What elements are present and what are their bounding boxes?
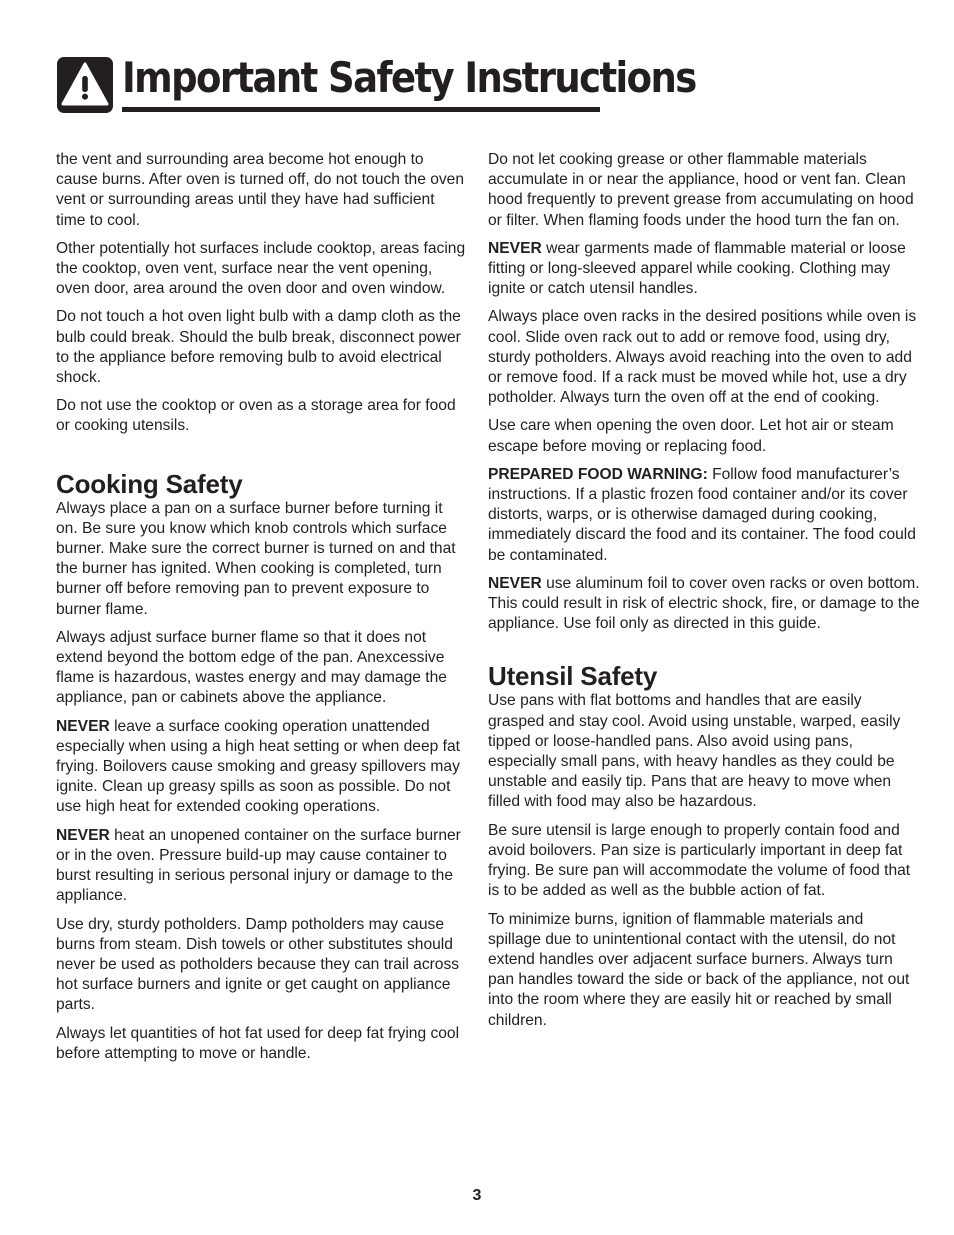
intro-paragraph: Do not touch a hot oven light bulb with a damp cloth as the bulb could break. Should the bulb break, disconnect power to the appliance before removing bulb to avoid electrical shock.	[56, 308, 461, 387]
page-header	[57, 54, 696, 117]
paragraph-text: leave a surface cooking operation unattended especially when using a high heat setting or when deep fat frying. Boilovers cause smoking and greasy spillovers may ignite. Clean up greasy spills as soon as possible. Do not use high heat for extended cooking operations.	[56, 717, 460, 816]
keyword-never: NEVER	[488, 239, 542, 257]
right-column	[488, 150, 920, 1039]
cooking-safety-paragraph: Always place a pan on a surface burner before turning it on. Be sure you know which knob controls which surface burner. Make sure the correct burner is turned on and that the burner has ignited. When cooking is completed, turn burner off before removing pan to prevent exposure to burner flame.	[56, 499, 456, 618]
keyword-prepared-food-warning: PREPARED FOOD WARNING:	[488, 465, 708, 483]
safety-paragraph	[488, 465, 920, 566]
safety-paragraph: Do not let cooking grease or other flammable materials accumulate in or near the appliance, hood or vent fan. Clean hood frequently to prevent grease from accumulating on hood or filter. When flaming foods under the hood turn the fan on.	[488, 151, 914, 229]
cooking-safety-paragraph	[56, 717, 468, 818]
section-heading-utensil-safety: Utensil Safety	[488, 661, 658, 692]
section-heading-cooking-safety: Cooking Safety	[56, 468, 243, 499]
left-column	[56, 150, 468, 1072]
paragraph-text: use aluminum foil to cover oven racks or oven bottom. This could result in risk of electric shock, fire, or damage to the appliance. Use foil only as directed in this guide.	[488, 574, 920, 633]
paragraph-text: wear garments made of flammable material or loose fitting or long-sleeved apparel while cooking. Clothing may ignite or catch utensil handles.	[488, 239, 906, 298]
intro-paragraph: Other potentially hot surfaces include cooktop, areas facing the cooktop, oven vent, surface near the vent opening, oven door, area around the oven door and oven window.	[56, 239, 466, 298]
paragraph-text: Follow food manufacturer’s instructions. If a plastic frozen food container and/or its cover distorts, warps, or is otherwise damaged during cooking, immediately discard the food and its container. The food could be contaminated.	[488, 465, 916, 564]
paragraph-text: heat an unopened container on the surface burner or in the oven. Pressure build-up may cause container to burst resulting in serious personal injury or damage to the appliance.	[56, 826, 461, 905]
cooking-safety-paragraph: Use dry, sturdy potholders. Damp potholders may cause burns from steam. Dish towels or other substitutes should never be used as potholders because they can trail across hot surface burners and ignite or get caught on appliance parts.	[56, 915, 460, 1014]
safety-paragraph	[488, 239, 920, 300]
keyword-never: NEVER	[488, 574, 542, 592]
utensil-safety-paragraph: Use pans with flat bottoms and handles that are easily grasped and stay cool. Avoid using unstable, warped, easily tipped or loose-handled pans. Also avoid using pans, especially small pans, with heavy handles as they could be unstable and easily tip. Pans that are heavy to move when filled with food may also be hazardous.	[488, 692, 901, 811]
safety-paragraph: Use care when opening the oven door. Let hot air or steam escape before moving or replacing food.	[488, 417, 894, 455]
keyword-never: NEVER	[56, 826, 110, 844]
safety-paragraph	[488, 574, 920, 635]
safety-paragraph: Always place oven racks in the desired positions while oven is cool. Slide oven rack out to add or remove food, using dry, sturdy potholders. Always avoid reaching into the oven to add or remove food. If a rack must be moved while hot, use a dry potholder. Always turn the oven off at the end of cooking.	[488, 308, 917, 407]
page-title: Important Safety Instructions	[122, 54, 696, 103]
title-underline	[122, 107, 600, 112]
utensil-safety-paragraph: Be sure utensil is large enough to properly contain food and avoid boilovers. Pan size is particularly important in deep fat frying. Be sure pan will accommodate the volume of food that is to be added as well as the bubble action of fat.	[488, 821, 911, 900]
page-number: 3	[472, 1187, 482, 1204]
intro-paragraph: the vent and surrounding area become hot enough to cause burns. After oven is turned off, do not touch the oven vent or surrounding areas until they have had sufficient time to cool.	[56, 151, 465, 229]
warning-exclamation-icon	[57, 57, 113, 113]
cooking-safety-paragraph	[56, 826, 468, 907]
cooking-safety-paragraph: Always let quantities of hot fat used for deep fat frying cool before attempting to move or handle.	[56, 1024, 460, 1062]
intro-paragraph: Do not use the cooktop or oven as a storage area for food or cooking utensils.	[56, 397, 456, 435]
utensil-safety-paragraph: To minimize burns, ignition of flammable materials and spillage due to unintentional contact with the utensil, do not extend handles over adjacent surface burners. Always turn pan handles toward the side or back of the appliance, not out into the room where they are easily hit or reached by small children.	[488, 910, 910, 1029]
keyword-never: NEVER	[56, 717, 110, 735]
cooking-safety-paragraph: Always adjust surface burner flame so that it does not extend beyond the bottom edge of the pan. Anexcessive flame is hazardous, wastes energy and may damage the appliance, pan or cabinets above the appliance.	[56, 628, 447, 707]
